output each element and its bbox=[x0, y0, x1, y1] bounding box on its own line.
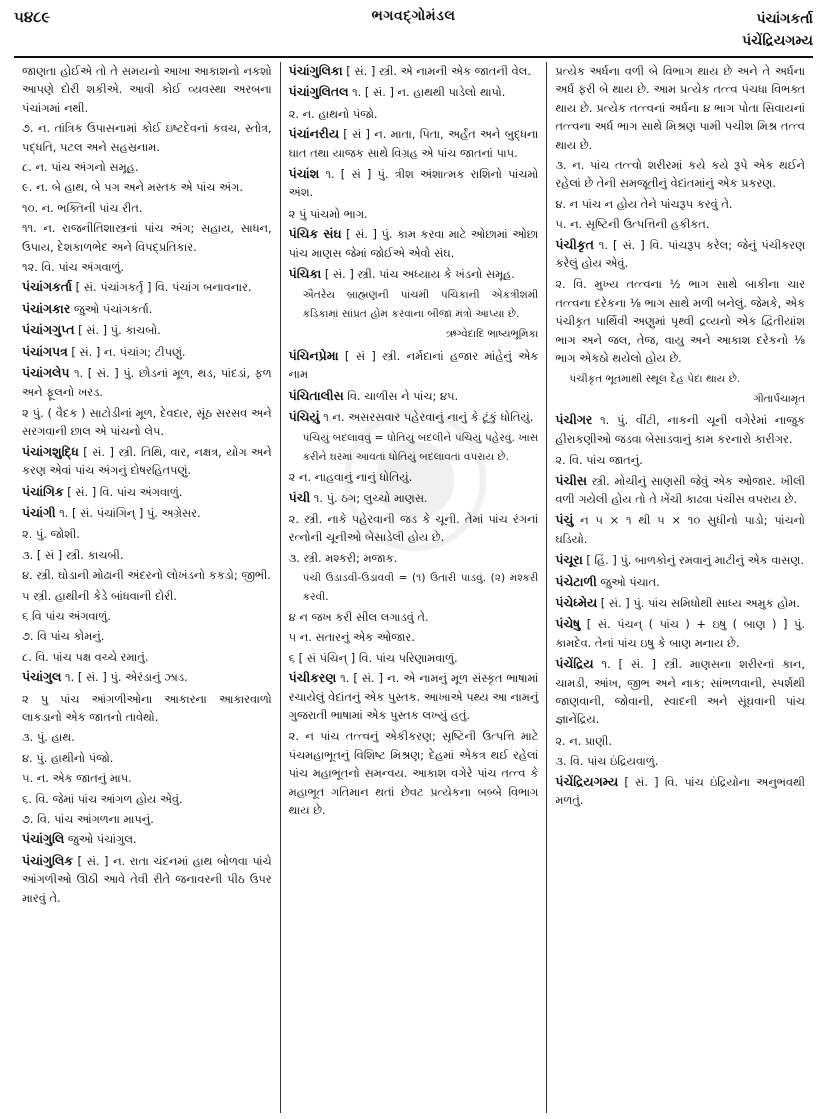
entry-sense: ૨. વિ. મુખ્ય તત્ત્વના ½ ભાગ સાથે બાકીના ચાર તત્ત્વના દરેકના ⅛ ભાગ સાથે મળી બનેલું. જેમકે, એક પંચીકૃત પાર્થિવી અણુમાં પૃથ્વી દ્રવ્યનો એક દ્વિતીયાંશ ભાગ અને જલ, તેજ, વાયુ અને આકાશ દરેકનો ⅛ ભાગ એકઠો થયેલો હોય છે. bbox=[555, 277, 806, 366]
entry-sense: ૨. પું. જોશી. bbox=[22, 527, 80, 542]
entry-headword: પંચિકા bbox=[288, 266, 322, 282]
dictionary-entry bbox=[555, 411, 805, 448]
entry-sense: ૨ પું પાંચમો ભાગ. bbox=[288, 206, 368, 221]
page-number: ૫૪૮૯ bbox=[14, 8, 51, 26]
dictionary-entry bbox=[22, 300, 272, 318]
entry-headword: પંચીકરણ bbox=[288, 670, 337, 686]
entry-definition: [ સં. ] પું. કામ કરવા માટે ઓછામાં ઓછા પાંચ માણસ જેમાં જોઈએ એવો સંઘ. bbox=[288, 227, 539, 260]
entry-sense: ૪ ન જખ કરી સીલ લગાડવું તે. bbox=[288, 609, 429, 624]
entry-sense: ૬ વિ પાંચ અંગવાળું. bbox=[22, 608, 111, 623]
dictionary-entry bbox=[289, 347, 539, 384]
entry-headword: પંચેષુ bbox=[555, 616, 581, 632]
entry-sense: ૬. વિ. જેમાં પાંચ આંગળ હોય એવું. bbox=[22, 791, 183, 806]
entry-definition: ૧. [ સં. ] ન. એ નામનું મૂળ સંસ્કૃત ભાષામાં રચાયેલું વેદાંતનું એક પુસ્તક. આખાએ પથ્ય આ નામનું ગુજરાતી ભાષામાં એક પુસ્તક લખ્યું હતું. bbox=[288, 671, 539, 722]
entry-definition: ૧. પું. ઠગ; લુચ્ચો માણસ. bbox=[310, 490, 428, 505]
usage-quote: ઐતરેય બ્રાહ્મણની પાંચમી પંચિકાની એકત્રીશમી કંડિકામાં સાંપ્રત હોમ કરવાના બીજા મંત્રો આપ્યા છે. bbox=[302, 289, 539, 320]
dictionary-entry bbox=[289, 225, 539, 262]
dictionary-entry bbox=[555, 573, 805, 591]
entry-sense: ૨. સ્ત્રી. નાકે પહેરવાની જડ કે ચૂની. તેમાં પાંચ રંગનાં રત્નોની ચૂનીઓ બેસાડેલી હોય છે. bbox=[288, 511, 539, 545]
entry-headword: પંચેટાળી bbox=[555, 573, 597, 589]
entry-sense: ૪. સ્ત્રી. ઘોડાની મોઢાની અંદરનો લોખંડનો કકડો; જીભી. bbox=[22, 568, 271, 583]
dictionary-entry bbox=[22, 668, 272, 686]
dictionary-entry bbox=[22, 343, 272, 361]
entry-definition: ન ૫ × ૧ થી ૫ × ૧૦ સુધીનો પાડો; પાંચનો ઘડિયો. bbox=[555, 513, 806, 546]
entry-sense: ૧૧. ન. રાજનીતિશાસ્ત્રનાં પાંચ અંગ; સહાય, સાધન, ઉપાય, દેશકાળભેદ અને વિપદ્પ્રતિકાર. bbox=[22, 221, 272, 254]
entry-sense: ૭. ન. તાંત્રિક ઉપાસનામાં કોઈ ઇષ્ટદેવનાં કવચ, સ્તોત્ર, પદ્ધતિ, પટલ અને સહસ્રનામ. bbox=[22, 121, 272, 154]
entry-sense: ૩. પું. હાથ. bbox=[22, 730, 75, 745]
dictionary-entry bbox=[289, 265, 539, 283]
entry-headword: પંચાંગલેપ bbox=[22, 365, 70, 381]
entry-headword: પંચેંદ્રિયગમ્ય bbox=[555, 773, 619, 789]
dictionary-entry bbox=[289, 165, 539, 202]
entry-sense: ૫. ન. એક જાતનું માપ. bbox=[22, 771, 132, 786]
entry-sense: ૨ પુ પાંચ આંગળીઓના આકારના આકારવાળો લાકડાનો એક જાતનો તાવેથો. bbox=[22, 691, 272, 724]
entry-headword: પંચીકૃત bbox=[555, 236, 594, 252]
dictionary-entry bbox=[22, 852, 272, 907]
dictionary-entry bbox=[555, 472, 805, 509]
dictionary-entry bbox=[555, 551, 805, 569]
entry-definition: [ સં. ] સ્ત્રી. તિથિ, વાર, નક્ષત્ર, યોગ અને કરણ એવાં પાંચ અંગનું દોષરહિતપણું. bbox=[22, 444, 272, 478]
entry-definition: ૧ ન. અસરસવાર પહેરવાનું નાનું કે ટૂંકું ધોતિયું. bbox=[319, 409, 534, 424]
entry-definition: ૧. [ સં. ] પું. છોડનાં મૂળ, થડ, પાંદડાં, ફળ અને ફૂલનો ખરડ. bbox=[22, 366, 272, 399]
entry-headword: પંચાંગકાર bbox=[22, 300, 71, 316]
entry-definition: સ્ત્રી. મોચીનું સાણસી જેવું એક ઓજાર. ખીલી વળી ગયેલી હોય તો તે ખેંચી કાઢવા પંચીસ વપરાય છે. bbox=[555, 473, 806, 506]
dictionary-entry bbox=[289, 125, 539, 162]
entry-sense: ૪. ન પાંચ ન હોય તેને પાંચરૂપ કરવું તે. bbox=[555, 196, 733, 211]
header-rule bbox=[14, 56, 813, 58]
entry-definition: [ સં. પંચાંગકર્તૃ ] વિ. પંચાંગ બનાવનાર. bbox=[72, 280, 252, 295]
dictionary-entry bbox=[289, 669, 539, 724]
page-header bbox=[14, 6, 813, 58]
column-3 bbox=[546, 62, 813, 1113]
dictionary-entry bbox=[289, 62, 539, 80]
entry-definition: ૧. [ સં. ] પું. એરંડાનું ઝાડ. bbox=[61, 670, 188, 685]
entry-headword: પંચિક સંઘ bbox=[288, 226, 342, 242]
entry-definition: [ સં. ] પું. કાચબો. bbox=[74, 323, 161, 338]
column-2 bbox=[280, 62, 547, 1113]
dictionary-entry bbox=[22, 504, 272, 522]
entry-headword: પંચાંગશુદ્ધિ bbox=[22, 443, 79, 459]
entry-headword: પંચાંગુલિકા bbox=[288, 63, 343, 78]
entry-headword: પંચાંગી bbox=[22, 504, 56, 520]
entry-sense: ૧૦. ન. ભક્તિની પાંચ રીત. bbox=[22, 200, 143, 215]
entry-sense: ૭. વિ. પાંચ આંગળના માપનું. bbox=[22, 812, 154, 827]
entry-definition: [ સં. ] પું. પાંચ સમિધોથી સાધ્ય અમુક હોમ. bbox=[597, 595, 800, 610]
entry-headword: પંચાંગુલ bbox=[22, 669, 62, 685]
entry-definition: ૧. [ સં ] પું. ત્રીશ અંશાત્મક રાશિનો પાંચમો અંશ. bbox=[288, 167, 539, 200]
entry-headword: પંચિતાલીસ bbox=[288, 387, 344, 403]
entry-headword: પંચૂરા bbox=[555, 552, 583, 568]
entry-headword: પંચાંગપત્ર bbox=[22, 343, 68, 359]
entry-sense: જાણતા હોઈએ તો તે સમયનો આખા આકાશનો નકશો આપણે દોરી શકીએ. આવી કોઈ વ્યવસ્થા અરબના પંચાંગમાં નથી. bbox=[22, 64, 272, 115]
dictionary-entry bbox=[22, 483, 272, 501]
entry-headword: પંચીસ bbox=[555, 472, 587, 488]
quote-source: ઋગ્વેદાદિ ભાષ્યભૂમિકા bbox=[446, 328, 539, 341]
dictionary-entry bbox=[555, 511, 805, 548]
entry-headword: પંચાંગકર્તા bbox=[22, 279, 73, 295]
entry-headword: પંચાંશ bbox=[288, 166, 320, 182]
column-1 bbox=[14, 62, 280, 1113]
dictionary-entry bbox=[555, 655, 805, 729]
dictionary-entry bbox=[22, 321, 272, 339]
dictionary-entry bbox=[289, 83, 539, 101]
entry-definition: ૧. [ સં. ] ન. હાથથી પાડેલો થાપો. bbox=[348, 85, 506, 100]
entry-sense: ૩. વિ. પાંચ ઇંદ્રિયવાળું. bbox=[555, 754, 659, 769]
dictionary-entry bbox=[289, 408, 539, 426]
dictionary-entry bbox=[555, 236, 805, 273]
dictionary-entry bbox=[555, 773, 805, 810]
entry-definition: [ સં. ] વિ. પાંચ ઇંદ્રિયોના અનુભવથી મળતું. bbox=[555, 774, 806, 808]
dictionary-entry bbox=[22, 278, 272, 296]
dictionary-entry bbox=[289, 489, 539, 507]
entry-headword: પંચિયું bbox=[288, 408, 320, 424]
entry-sense: ૩. સ્ત્રી. મશ્કરી; મજાક. bbox=[288, 550, 398, 565]
entry-sense: ૭. વિ પાંચ કોમનું. bbox=[22, 629, 105, 644]
entry-headword: પંચાંગુલિ bbox=[22, 831, 65, 847]
entry-headword: પંચાંગુલિક bbox=[22, 852, 73, 868]
entry-sense: ૧૨. વિ. પાંચ અંગવાળું. bbox=[22, 260, 125, 275]
entry-definition: [ સં. ] સ્ત્રી. એ નામની એક જાતની વેલ. bbox=[342, 64, 531, 78]
dictionary-entry bbox=[22, 830, 272, 848]
entry-definition: [ સં. ] ન. રાતા ચંદનમાં હાથ બોળવા પાંચે આંગળીઓ ઊઠી આવે તેવી રીતે જનાવરની પીઠ ઉપર મારવું તે. bbox=[22, 853, 272, 905]
entry-definition: [ હિં. ] પું. બાળકોનું રમવાનું માટીનું એક વાસણ. bbox=[582, 553, 804, 568]
dictionary-entry bbox=[555, 615, 805, 652]
entry-sense: ૫ ન. સતારનું એક ઓજાર. bbox=[288, 630, 415, 645]
guide-word-top: પંચાંગકર્તા bbox=[756, 11, 813, 27]
entry-headword: પંચીગર bbox=[555, 412, 593, 428]
entry-headword: પંચાંગિક bbox=[22, 483, 64, 499]
guide-word-bottom: પંચેંદ્રિયગમ્ય bbox=[742, 33, 813, 49]
entry-definition: [ સં ] ન. માતા, પિતા, અર્હંત અને બુદ્ધના ઘાત તથા યાજક સાથે વિગ્રહ એ પાંચ જાતનાં પાપ. bbox=[288, 127, 539, 160]
book-title: ભગવદ્ગોમંડલ bbox=[371, 8, 456, 24]
dictionary-entry bbox=[555, 594, 805, 612]
usage-quote: પંચી ઉડાડવી-ઉડાવવી = (૧) ઉતારી પાડવું. (૨) મશ્કરી કરવી. bbox=[302, 572, 539, 603]
entry-headword: પંચાંનરીય bbox=[288, 126, 339, 142]
entry-sense: ૪. પું. હાથીનો પંજો. bbox=[22, 750, 114, 765]
entry-headword: પંચેધ્મેય bbox=[555, 594, 598, 610]
entry-definition: [ સં. પંચન્ ( પાંચ ) + ઇષુ ( બાણ ) ] પું. કામદેવ. તેનાં પાંચ ઇષુ કે બાણ મનાય છે. bbox=[555, 617, 806, 650]
entry-definition: જુઓ પંચાત. bbox=[596, 574, 660, 589]
entry-headword: પંચિનપ્રેમા bbox=[288, 347, 339, 363]
entry-headword: પંચું bbox=[555, 512, 574, 528]
dictionary-entry bbox=[22, 364, 272, 401]
entry-definition: ૧. [ સં. પંચાંગિન્ ] પું. અગ્રેસર. bbox=[55, 505, 201, 520]
entry-definition: [ સં. ] ન. પંચાંગ; ટીપણું. bbox=[67, 344, 186, 359]
entry-definition: ૧. [ સં. ] સ્ત્રી. માણસના શરીરનાં કાન, ચામડી, આંખ, જીભ અને નાક; સાંભળવાની, સ્પર્શથી જાણવાની, જોવાની, સ્વાદની અને સૂંઘવાની પાંચ જ્ઞાનેંદ્રિય. bbox=[555, 657, 806, 727]
entry-sense: ૨ ન. નાહવાનું નાનું ધોતિયું. bbox=[288, 470, 413, 485]
entry-sense: પ્રત્યેક અર્ધના વળી બે વિભાગ થાય છે અને તે અર્ધના અર્ધ ફરી બે થાય છે. આમ પ્રત્યેક તત્ત્વ પંચધા વિભક્ત થાય છે. પ્રત્યેક તત્ત્વનાં અર્ધના ૪ ભાગ પોતા સિવાયનાં તત્ત્વના અર્ધ ભાગ સાથે મિશ્રણ પામી પચીશ મિશ્ર તત્ત્વ થાય છે. bbox=[555, 64, 806, 152]
entry-sense: ૬ [ સં પંચિન્ ] વિ. પાંચ પરિણામવાળું. bbox=[288, 650, 458, 665]
entry-sense: ૮. વિ. પાંચ પક્ષ વચ્ચે રમાતું. bbox=[22, 649, 149, 664]
entry-sense: ૨. વિ. પાંચ જાતનું. bbox=[555, 453, 643, 468]
entry-sense: ૩. ન. પાંચ તત્ત્વો શરીરમાં કયે કયે રૂપે એક થઈને રહેલાં છે તેની સમજૂતીનું વેદાંતમાંનું એક પ્રકરણ. bbox=[555, 158, 806, 191]
dictionary-entry bbox=[22, 443, 272, 480]
entry-definition: [ સં. ] સ્ત્રી. પાંચ અધ્યાય કે ખંડનો સમૂહ. bbox=[321, 267, 515, 282]
entry-sense: ૨. ન. પ્રાણી. bbox=[555, 733, 612, 748]
entry-sense: ૨. ન. હાથનો પંજો. bbox=[288, 106, 378, 121]
entry-definition: ૧. પું. વીંટી, નાકની ચૂની વગેરેમાં નાજુક હીરાકણીઓ જડવા બેસાડવાનું કામ કરનારો કારીગર. bbox=[555, 413, 806, 446]
entry-definition: વિ. ચાળીસ ને પાંચ; ૪૫. bbox=[343, 388, 459, 403]
entry-definition: ૧. [ સં. ] વિ. પાંચરૂપ કરેલ; જેનું પંચીકરણ કરેલું હોય એવું. bbox=[555, 237, 806, 271]
dictionary-columns bbox=[14, 62, 813, 1113]
entry-sense: ૨ પું. ( વૈદક ) સાટોડીનાં મૂળ, દેવદાર, સૂંઠ સરસવ અને સરગવાની છાલ એ પાંચનો લેપ. bbox=[22, 405, 272, 439]
usage-quote: પંચીકૃત ભૂતમાંથી સ્થૂલ દેહ પેદા થાય છે. bbox=[569, 372, 741, 385]
guide-words bbox=[742, 8, 813, 52]
entry-sense: ૩. [ સં ] સ્ત્રી. કાચબી. bbox=[22, 547, 124, 562]
entry-sense: ૨. ન પાંચ તત્ત્વનું એકીકરણ; સૃષ્ટિની ઉત્પત્તિ માટે પંચમહાભૂતનું વિશિષ્ટ મિશ્રણ; દેહમાં એકત્ર થઈ રહેલાં પાંચ મહાભૂતનો સમન્વય. આકાશ વગેરે પાંચ તત્ત્વ કે મહાભૂત ગતિમાન થતાં છેવટ પ્રત્યેકના બબ્બે વિભાગ થાય છે. bbox=[288, 729, 539, 818]
entry-definition: જુઓ પંચાંગકર્તા. bbox=[70, 301, 153, 316]
entry-definition: જુઓ પંચાંગુલ. bbox=[64, 832, 137, 847]
entry-sense: ૫ સ્ત્રી. હાથીની કેડે બાંધવાની દોરી. bbox=[22, 588, 177, 603]
usage-quote: પંચિયું બદલાવવું = ધોતિયું બદલીને પંચિયું પહેરવું. ખાસ કરીને ઘરમાં આવતાં ધોતિયું બદલાવતાં વપરાય છે. bbox=[302, 432, 539, 463]
entry-definition: [ સં. ] વિ. પાંચ અંગવાળું. bbox=[63, 484, 183, 499]
entry-headword: પંચી bbox=[288, 489, 311, 505]
entry-headword: પંચાંગગુપ્ત bbox=[22, 322, 75, 338]
entry-sense: ૫. ન. સૃષ્ટિની ઉત્પત્તિની હકીકત. bbox=[555, 217, 710, 232]
entry-headword: પંચેંદ્રિય bbox=[555, 656, 594, 672]
dictionary-entry bbox=[289, 387, 539, 405]
entry-sense: ૮. ન. પાંચ અંગનો સમૂહ. bbox=[22, 160, 139, 175]
entry-headword: પંચાંગુલિતલ bbox=[288, 84, 349, 100]
entry-definition: [ સં ] સ્ત્રી. નર્મદાનાં હજાર માંહેનું એક નામ bbox=[288, 348, 539, 382]
quote-source: ગીતાર્પંચામૃત bbox=[753, 392, 806, 405]
entry-sense: ૯. ન. બે હાથ, બે પગ અને મસ્તક એ પાંચ અંગ. bbox=[22, 180, 243, 195]
